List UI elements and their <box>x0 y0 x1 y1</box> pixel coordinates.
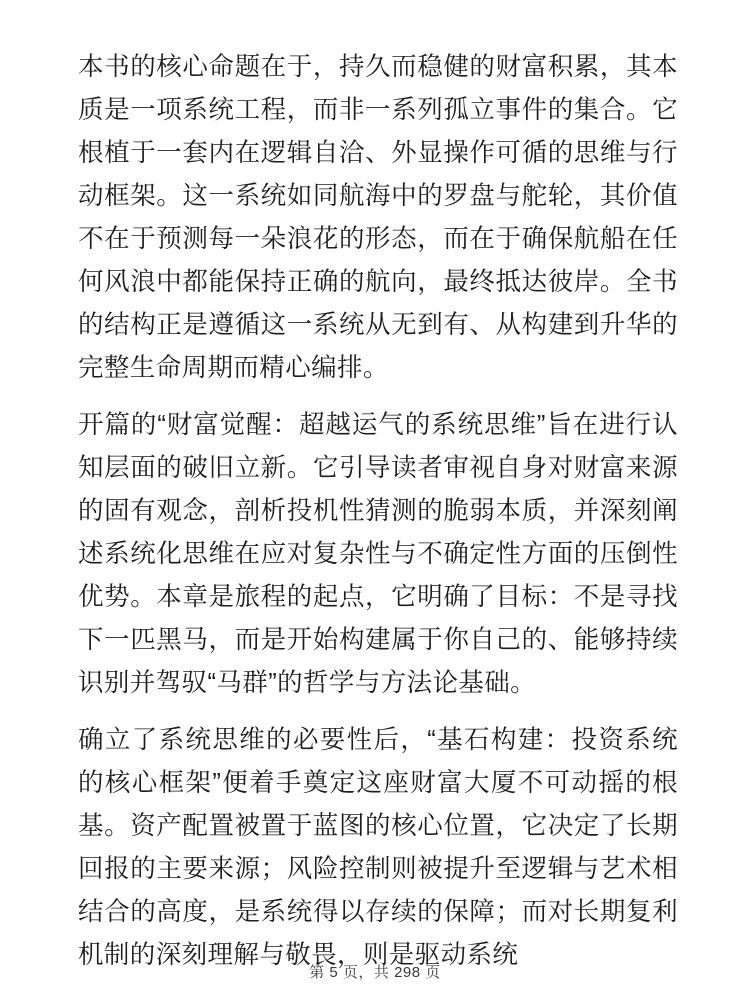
page-footer: 第 5 页，共 298 页 <box>309 964 441 981</box>
paragraph-1: 本书的核心命题在于，持久而稳健的财富积累，其本质是一项系统工程，而非一系列孤立事件的集合。它根植于一套内在逻辑自洽、外显操作可循的思维与行动框架。这一系统如同航海中的罗盘与舵轮，其价值不在于预测每一朵浪花的形态，而在于确保航船在任何风浪中都能保持正确的航向，最终抵达彼岸。全书的结构正是遵循这一系统从无到有、从构建到升华的完整生命周期而精心编排。 <box>78 53 678 382</box>
paragraph-3: 确立了系统思维的必要性后，“基石构建：投资系统的核心框架”便着手奠定这座财富大厦不可动摇的根基。资产配置被置于蓝图的核心位置，它决定了长期回报的主要来源；风险控制则被提升至逻辑与艺术相结合的高度，是系统得以存续的保障；而对长期复利机制的深刻理解与敬畏，则是驱动系统 <box>78 726 678 969</box>
paragraph-2: 开篇的“财富觉醒：超越运气的系统思维”旨在进行认知层面的破旧立新。它引导读者审视自身对财富来源的固有观念，剖析投机性猜测的脆弱本质，并深刻阐述系统化思维在应对复杂性与不确定性方面的压倒性优势。本章是旅程的起点，它明确了目标：不是寻找下一匹黑马，而是开始构建属于你自己的、能够持续识别并驾驭“马群”的哲学与方法论基础。 <box>78 411 678 697</box>
